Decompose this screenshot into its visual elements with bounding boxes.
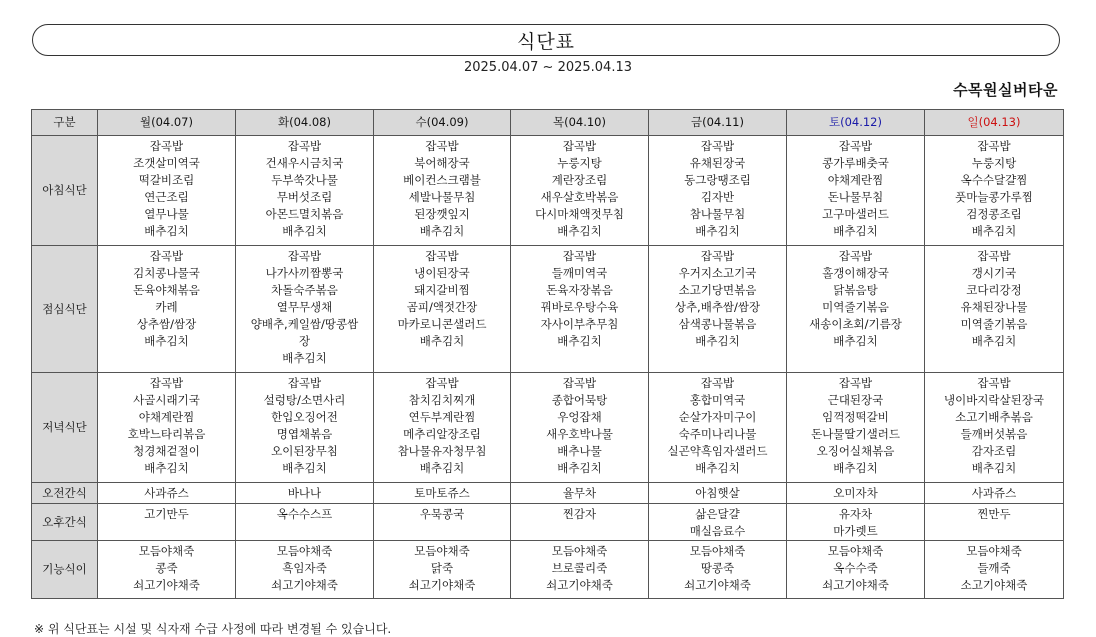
menu-item: 모듬야채죽 [689, 544, 746, 558]
menu-item: 우묵콩국 [419, 507, 465, 521]
menu-item: 새송이초회/기름장 [809, 317, 902, 331]
menu-item: 냉이바지락살된장국 [944, 393, 1044, 407]
menu-item: 잡곡밥 [700, 249, 735, 263]
menu-cell-wed [374, 373, 511, 483]
menu-item: 계란장조림 [551, 173, 608, 187]
menu-cell-wed [374, 136, 511, 246]
menu-item: 상추쌈/쌈장 [136, 317, 197, 331]
menu-cell-fri [649, 504, 787, 541]
menu-item: 닭죽 [430, 561, 454, 575]
menu-item: 코다리강정 [966, 283, 1022, 297]
menu-cell-sun [925, 504, 1064, 541]
header-day-mon: 월(04.07) [98, 110, 236, 136]
menu-cell-tue [236, 504, 374, 541]
menu-item: 실곤약흑임자샐러드 [667, 444, 768, 458]
menu-item: 소고기배추볶음 [955, 410, 1033, 424]
menu-cell-mon [98, 483, 236, 504]
menu-cell-wed [374, 504, 511, 541]
menu-cell-wed [374, 541, 511, 599]
row-therapeutic [32, 541, 1064, 599]
meal-label: 아침식단 [32, 136, 98, 246]
menu-item: 야채계란찜 [827, 173, 884, 187]
menu-cell-fri [649, 136, 787, 246]
menu-item: 북어해장국 [414, 156, 470, 170]
menu-item: 옥수수스프 [276, 507, 333, 521]
menu-item: 쇠고기야채죽 [546, 578, 613, 592]
menu-item: 잡곡밥 [700, 376, 735, 390]
menu-item: 배추김치 [833, 224, 878, 238]
header-category: 구분 [32, 110, 98, 136]
menu-item: 풋마늘콩가루찜 [955, 190, 1033, 204]
menu-item: 임꺽정떡갈비 [822, 410, 889, 424]
menu-cell-tue [236, 483, 374, 504]
menu-item: 잡곡밥 [562, 139, 597, 153]
menu-item: 토마토쥬스 [414, 485, 470, 500]
menu-item: 닭볶음탕 [833, 283, 878, 297]
menu-cell-tue [236, 246, 374, 373]
menu-item: 배추김치 [144, 224, 189, 238]
menu-item: 배추김치 [557, 224, 602, 238]
period-range: 2025.04.07 ~ 2025.04.13 [463, 60, 633, 75]
menu-item: 쇠고기야채죽 [133, 578, 200, 592]
menu-item: 미역줄기볶음 [960, 317, 1028, 331]
menu-item: 마카로니콘샐러드 [397, 317, 487, 331]
menu-item: 열무무생채 [276, 300, 333, 314]
menu-cell-tue [236, 136, 374, 246]
menu-cell-sat [787, 541, 925, 599]
header-day-sat: 토(04.12) [787, 110, 925, 136]
menu-item: 열무나물 [144, 207, 189, 221]
menu-item: 동그랑땡조림 [684, 173, 751, 187]
menu-cell-fri [649, 541, 787, 599]
menu-table [31, 109, 1064, 599]
menu-cell-sat [787, 504, 925, 541]
menu-item: 명엽채볶음 [276, 427, 333, 441]
menu-item: 두부쑥갓나물 [271, 173, 338, 187]
menu-item: 배추김치 [695, 461, 740, 475]
menu-item: 모듬야채죽 [138, 544, 195, 558]
meal-label: 오후간식 [32, 504, 98, 541]
menu-cell-tue [236, 373, 374, 483]
menu-item: 잡곡밥 [149, 249, 184, 263]
menu-cell-sat [787, 246, 925, 373]
meal-label: 오전간식 [32, 483, 98, 504]
menu-item: 율무차 [562, 485, 597, 500]
menu-item: 모듬야채죽 [827, 544, 884, 558]
menu-item: 잡곡밥 [425, 376, 459, 390]
menu-item: 오미자차 [833, 485, 878, 500]
page-title [32, 24, 1060, 56]
menu-cell-wed [374, 246, 511, 373]
menu-item: 배추김치 [557, 334, 602, 348]
menu-item: 조갯살미역국 [133, 156, 200, 170]
menu-item: 우거지소고기국 [678, 266, 757, 280]
menu-item: 떡갈비조림 [138, 173, 195, 187]
menu-cell-sun [925, 136, 1064, 246]
menu-item: 배추김치 [419, 224, 465, 238]
menu-item: 종합어묵탕 [551, 393, 608, 407]
menu-item: 배추김치 [833, 334, 878, 348]
menu-item: 새우살호박볶음 [540, 190, 619, 204]
menu-item: 호박느타리볶음 [127, 427, 206, 441]
menu-cell-fri [649, 373, 787, 483]
menu-item: 장 [298, 334, 311, 348]
menu-item: 찐만두 [977, 507, 1011, 521]
menu-item: 미역줄기볶음 [822, 300, 889, 314]
menu-cell-thu [511, 246, 649, 373]
meal-label: 점심식단 [32, 246, 98, 373]
menu-item: 잡곡밥 [562, 376, 597, 390]
menu-item: 들깨미역국 [551, 266, 608, 280]
menu-item: 상추,배추쌈/쌈장 [674, 300, 761, 314]
menu-item: 참나물유자청무침 [397, 444, 487, 458]
menu-item: 잡곡밥 [425, 249, 459, 263]
menu-item: 배추김치 [695, 224, 740, 238]
menu-item: 배추김치 [695, 334, 740, 348]
menu-item: 잡곡밥 [838, 376, 873, 390]
menu-item: 꿔바로우탕수육 [540, 300, 619, 314]
meal-label: 저녁식단 [32, 373, 98, 483]
menu-item: 배추김치 [419, 461, 465, 475]
menu-item: 모듬야채죽 [414, 544, 470, 558]
menu-item: 찐감자 [562, 507, 597, 521]
menu-item: 매실음료수 [689, 524, 746, 538]
menu-item: 다시마채액젓무침 [535, 207, 624, 221]
footnote: ※ 위 식단표는 시설 및 식자재 수급 사정에 따라 변경될 수 있습니다. [34, 622, 392, 636]
menu-item: 배추김치 [282, 224, 327, 238]
menu-item: 마가렛트 [833, 524, 878, 538]
menu-item: 잡곡밥 [149, 376, 184, 390]
menu-item: 참나물무침 [689, 207, 746, 221]
menu-cell-thu [511, 373, 649, 483]
menu-item: 들깨버섯볶음 [960, 427, 1028, 441]
menu-item: 모듬야채죽 [966, 544, 1022, 558]
menu-item: 무버섯조림 [276, 190, 333, 204]
menu-cell-sat [787, 373, 925, 483]
menu-item: 사골시래기국 [133, 393, 200, 407]
menu-item: 야채계란찜 [138, 410, 195, 424]
row-pm-snack [32, 504, 1064, 541]
header-day-wed: 수(04.09) [374, 110, 511, 136]
menu-item: 잡곡밥 [700, 139, 735, 153]
menu-cell-mon [98, 373, 236, 483]
menu-item: 땅콩죽 [700, 561, 735, 575]
menu-item: 누룽지탕 [557, 156, 602, 170]
menu-item: 아몬드멸치볶음 [265, 207, 344, 221]
menu-item: 흑임자죽 [282, 561, 327, 575]
menu-item: 배추김치 [971, 334, 1017, 348]
meal-label: 기능식이 [32, 541, 98, 599]
menu-cell-thu [511, 136, 649, 246]
menu-item: 오징어실채볶음 [816, 444, 895, 458]
menu-cell-mon [98, 541, 236, 599]
menu-item: 사과쥬스 [144, 485, 189, 500]
menu-item: 누룽지탕 [971, 156, 1017, 170]
menu-item: 새우호박나물 [546, 427, 613, 441]
menu-item: 사과쥬스 [971, 485, 1017, 500]
facility-name: 수목원실버타운 [953, 81, 1058, 99]
menu-item: 잡곡밥 [977, 139, 1011, 153]
row-dinner [32, 373, 1064, 483]
menu-item: 숙주미나리나물 [678, 427, 757, 441]
menu-item: 건새우시금치국 [265, 156, 344, 170]
menu-cell-sat [787, 483, 925, 504]
menu-cell-sun [925, 483, 1064, 504]
menu-item: 쇠고기야채죽 [684, 578, 751, 592]
menu-item: 잡곡밥 [838, 249, 873, 263]
menu-item: 아침햇살 [695, 485, 740, 500]
menu-item: 배추김치 [419, 334, 465, 348]
menu-item: 돼지갈비찜 [414, 283, 470, 297]
header-day-sun: 일(04.13) [925, 110, 1064, 136]
menu-cell-mon [98, 136, 236, 246]
menu-item: 소고기야채죽 [960, 578, 1028, 592]
menu-item: 참치김치찌개 [408, 393, 476, 407]
menu-item: 고구마샐러드 [822, 207, 889, 221]
menu-item: 나가사끼짬뽕국 [265, 266, 344, 280]
menu-item: 우엉잡채 [557, 410, 602, 424]
menu-item: 감자조림 [971, 444, 1017, 458]
menu-item: 근대된장국 [827, 393, 884, 407]
menu-item: 베이컨스크램블 [403, 173, 481, 187]
header-day-tue: 화(04.08) [236, 110, 374, 136]
menu-item: 카레 [155, 300, 178, 314]
header-row [32, 110, 1064, 136]
menu-item: 돈육야채볶음 [133, 283, 200, 297]
menu-cell-mon [98, 246, 236, 373]
menu-item: 잡곡밥 [562, 249, 597, 263]
menu-cell-sun [925, 373, 1064, 483]
menu-item: 쇠고기야채죽 [271, 578, 338, 592]
menu-item: 자사이부추무침 [540, 317, 619, 331]
menu-item: 잡곡밥 [977, 249, 1011, 263]
menu-item: 연근조림 [144, 190, 189, 204]
menu-cell-sun [925, 541, 1064, 599]
menu-item: 옥수수달걀찜 [960, 173, 1028, 187]
menu-item: 배추김치 [282, 461, 327, 475]
menu-cell-sat [787, 136, 925, 246]
menu-item: 콩가루배춧국 [822, 156, 889, 170]
menu-item: 배추김치 [144, 461, 189, 475]
menu-item: 곰피/액젓간장 [406, 300, 478, 314]
menu-cell-thu [511, 541, 649, 599]
menu-item: 홀갱이해장국 [822, 266, 889, 280]
menu-item: 메추리알장조림 [403, 427, 481, 441]
menu-cell-thu [511, 483, 649, 504]
menu-item: 잡곡밥 [425, 139, 459, 153]
menu-item: 잡곡밥 [977, 376, 1011, 390]
menu-cell-thu [511, 504, 649, 541]
menu-item: 설렁탕/소면사리 [263, 393, 346, 407]
menu-item: 모듬야채죽 [276, 544, 333, 558]
menu-item: 유채된장국 [689, 156, 746, 170]
menu-item: 된장깻잎지 [414, 207, 470, 221]
menu-item: 배추김치 [144, 334, 189, 348]
menu-item: 양배추,케일쌈/땅콩쌈 [250, 317, 359, 331]
menu-item: 갱시기국 [971, 266, 1017, 280]
menu-item: 차돌숙주볶음 [271, 283, 338, 297]
menu-item: 순살가자미구이 [678, 410, 757, 424]
menu-item: 쇠고기야채죽 [408, 578, 476, 592]
menu-cell-sun [925, 246, 1064, 373]
menu-item: 쇠고기야채죽 [822, 578, 889, 592]
menu-item: 한입오징어전 [271, 410, 338, 424]
menu-item: 잡곡밥 [149, 139, 184, 153]
menu-cell-tue [236, 541, 374, 599]
menu-cell-mon [98, 504, 236, 541]
menu-item: 소고기당면볶음 [678, 283, 757, 297]
menu-cell-fri [649, 246, 787, 373]
menu-item: 배추김치 [833, 461, 878, 475]
header-day-fri: 금(04.11) [649, 110, 787, 136]
menu-item: 옥수수죽 [833, 561, 878, 575]
menu-item: 배추김치 [971, 461, 1017, 475]
menu-item: 돈나물딸기샐러드 [811, 427, 900, 441]
menu-item: 배추김치 [282, 351, 327, 365]
row-lunch [32, 246, 1064, 373]
menu-item: 배추나물 [557, 444, 602, 458]
menu-item: 오이된장무침 [271, 444, 338, 458]
menu-item: 검정콩조림 [966, 207, 1022, 221]
menu-item: 유채된장나물 [960, 300, 1028, 314]
menu-item: 유자차 [838, 507, 873, 521]
menu-item: 잡곡밥 [287, 376, 322, 390]
menu-cell-wed [374, 483, 511, 504]
row-am-snack [32, 483, 1064, 504]
header-day-thu: 목(04.10) [511, 110, 649, 136]
menu-cell-fri [649, 483, 787, 504]
menu-item: 삼색콩나물볶음 [678, 317, 757, 331]
menu-item: 세발나물무침 [408, 190, 476, 204]
title-text: 식단표 [516, 30, 576, 53]
menu-item: 바나나 [287, 485, 322, 500]
menu-item: 잡곡밥 [287, 139, 322, 153]
menu-item: 청경채겉절이 [133, 444, 200, 458]
menu-item: 배추김치 [971, 224, 1017, 238]
menu-item: 돈나물무침 [827, 190, 884, 204]
menu-item: 고기만두 [144, 507, 189, 521]
menu-item: 삶은달걀 [695, 507, 740, 521]
menu-item: 김치콩나물국 [133, 266, 200, 280]
menu-item: 배추김치 [557, 461, 602, 475]
menu-item: 연두부계란찜 [408, 410, 476, 424]
menu-item: 홍합미역국 [689, 393, 746, 407]
menu-item: 냉이된장국 [414, 266, 470, 280]
menu-item: 잡곡밥 [838, 139, 873, 153]
menu-item: 콩죽 [155, 561, 178, 575]
row-breakfast [32, 136, 1064, 246]
menu-item: 돈육자장볶음 [546, 283, 613, 297]
menu-item: 모듬야채죽 [551, 544, 608, 558]
menu-item: 잡곡밥 [287, 249, 322, 263]
menu-item: 들깨죽 [977, 561, 1011, 575]
menu-item: 김자반 [700, 190, 735, 204]
menu-item: 브로콜리죽 [551, 561, 608, 575]
